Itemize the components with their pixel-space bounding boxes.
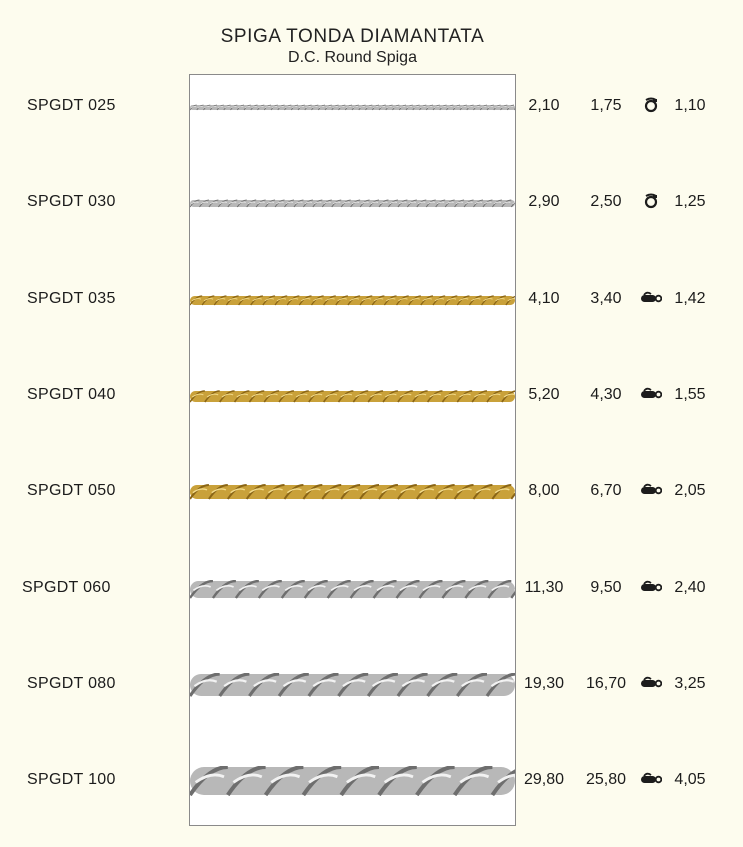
chain-image-panel <box>189 74 516 826</box>
weight-value-alt: 3,40 <box>590 290 622 307</box>
product-code: SPGDT 050 <box>27 482 116 499</box>
weight-value-alt: 1,75 <box>590 97 622 114</box>
product-code: SPGDT 040 <box>27 386 116 403</box>
gold-chain-image <box>190 390 515 403</box>
weight-value-alt: 2,50 <box>590 193 622 210</box>
silver-chain-image <box>190 766 515 796</box>
weight-value-alt: 25,80 <box>585 771 627 788</box>
weight-value: 4,10 <box>528 290 560 307</box>
product-code: SPGDT 080 <box>27 675 116 692</box>
weight-value-alt: 4,30 <box>590 386 622 403</box>
weight-value-alt: 6,70 <box>590 482 622 499</box>
lobster-clasp-icon <box>640 579 662 595</box>
length-value: 1,55 <box>674 386 706 403</box>
silver-chain-image <box>190 199 515 208</box>
length-value: 2,40 <box>674 579 706 596</box>
silver-chain-image <box>190 580 515 599</box>
weight-value-alt: 16,70 <box>585 675 627 692</box>
spring-ring-clasp-icon <box>640 193 662 209</box>
weight-value: 8,00 <box>528 482 560 499</box>
catalog-title: SPIGA TONDA DIAMANTATA <box>220 26 485 47</box>
weight-value: 5,20 <box>528 386 560 403</box>
weight-value-alt: 9,50 <box>590 579 622 596</box>
silver-chain-image <box>190 673 515 697</box>
length-value: 1,25 <box>674 193 706 210</box>
weight-value: 2,90 <box>528 193 560 210</box>
product-code: SPGDT 025 <box>27 97 116 114</box>
product-code: SPGDT 100 <box>27 771 116 788</box>
weight-value: 29,80 <box>523 771 565 788</box>
length-value: 4,05 <box>674 771 706 788</box>
spring-ring-clasp-icon <box>640 97 662 113</box>
weight-value: 2,10 <box>528 97 560 114</box>
length-value: 1,10 <box>674 97 706 114</box>
lobster-clasp-icon <box>640 482 662 498</box>
product-code: SPGDT 035 <box>27 290 116 307</box>
lobster-clasp-icon <box>640 290 662 306</box>
catalog-subtitle: D.C. Round Spiga <box>288 49 417 66</box>
weight-value: 11,30 <box>524 579 564 596</box>
gold-chain-image <box>190 484 515 500</box>
product-code: SPGDT 060 <box>22 579 111 596</box>
product-code: SPGDT 030 <box>27 193 116 210</box>
length-value: 3,25 <box>674 675 706 692</box>
length-value: 1,42 <box>674 290 706 307</box>
weight-value: 19,30 <box>523 675 565 692</box>
length-value: 2,05 <box>674 482 706 499</box>
silver-chain-image <box>190 104 515 111</box>
lobster-clasp-icon <box>640 386 662 402</box>
lobster-clasp-icon <box>640 771 662 787</box>
gold-chain-image <box>190 295 515 306</box>
lobster-clasp-icon <box>640 675 662 691</box>
